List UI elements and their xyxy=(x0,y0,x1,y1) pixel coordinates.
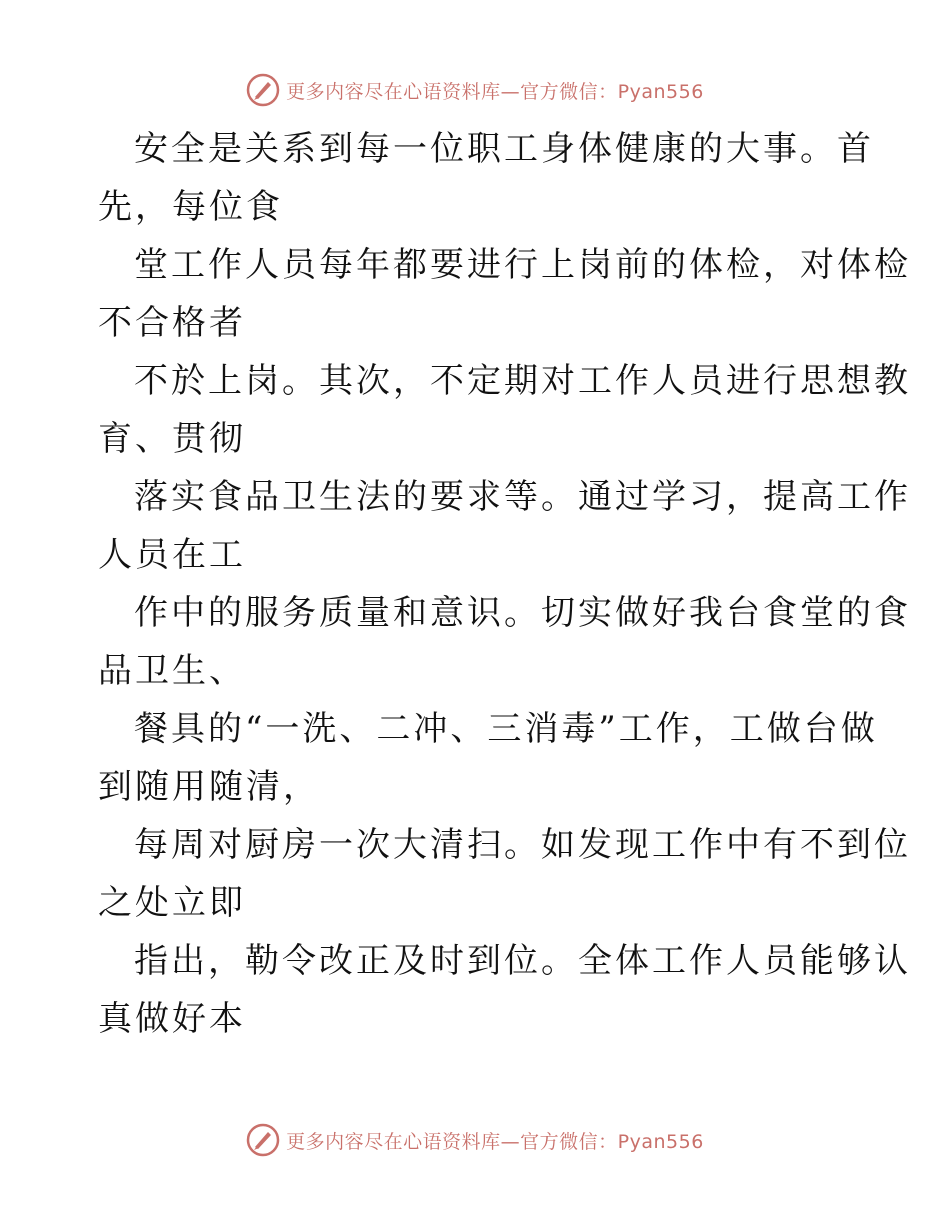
paragraph-line: 堂工作人员每年都要进行上岗前的体检，对体检 xyxy=(134,245,911,285)
quill-logo-icon xyxy=(246,1123,280,1157)
paragraph-line: 之处立即 xyxy=(98,883,246,923)
header-watermark-banner xyxy=(0,70,950,110)
paragraph xyxy=(98,468,911,584)
paragraph-line: 育、贯彻 xyxy=(98,419,246,459)
paragraph-line: 不合格者 xyxy=(98,303,246,343)
paragraph-line: 真做好本 xyxy=(98,999,246,1039)
paragraph xyxy=(98,584,911,700)
paragraph-line: 指出，勒令改正及时到位。全体工作人员能够认 xyxy=(134,941,911,981)
paragraph-line: 品卫生、 xyxy=(98,651,246,691)
paragraph-line: 安全是关系到每一位职工身体健康的大事。首 xyxy=(134,129,874,169)
document-body xyxy=(98,120,911,1048)
paragraph-line: 不於上岗。其次，不定期对工作人员进行思想教 xyxy=(134,361,911,401)
paragraph-line: 落实食品卫生法的要求等。通过学习，提高工作 xyxy=(134,477,911,517)
paragraph-line: 每周对厨房一次大清扫。如发现工作中有不到位 xyxy=(134,825,911,865)
paragraph xyxy=(98,816,911,932)
paragraph xyxy=(98,932,911,1048)
paragraph-line: 人员在工 xyxy=(98,535,246,575)
paragraph xyxy=(98,352,911,468)
paragraph-line: 到随用随清， xyxy=(98,767,320,807)
paragraph-line: 先，每位食 xyxy=(98,187,283,227)
paragraph xyxy=(98,120,874,236)
paragraph-line: 作中的服务质量和意识。切实做好我台食堂的食 xyxy=(134,593,911,633)
watermark-text: 更多内容尽在心语资料库—官方微信：Pyan556 xyxy=(286,80,704,103)
watermark-text: 更多内容尽在心语资料库—官方微信：Pyan556 xyxy=(286,1130,704,1153)
paragraph xyxy=(98,700,878,816)
quill-logo-icon xyxy=(246,73,280,107)
footer-watermark-banner xyxy=(0,1120,950,1160)
paragraph xyxy=(98,236,911,352)
paragraph-line: 餐具的“一洗、二冲、三消毒”工作，工做台做 xyxy=(134,709,878,749)
